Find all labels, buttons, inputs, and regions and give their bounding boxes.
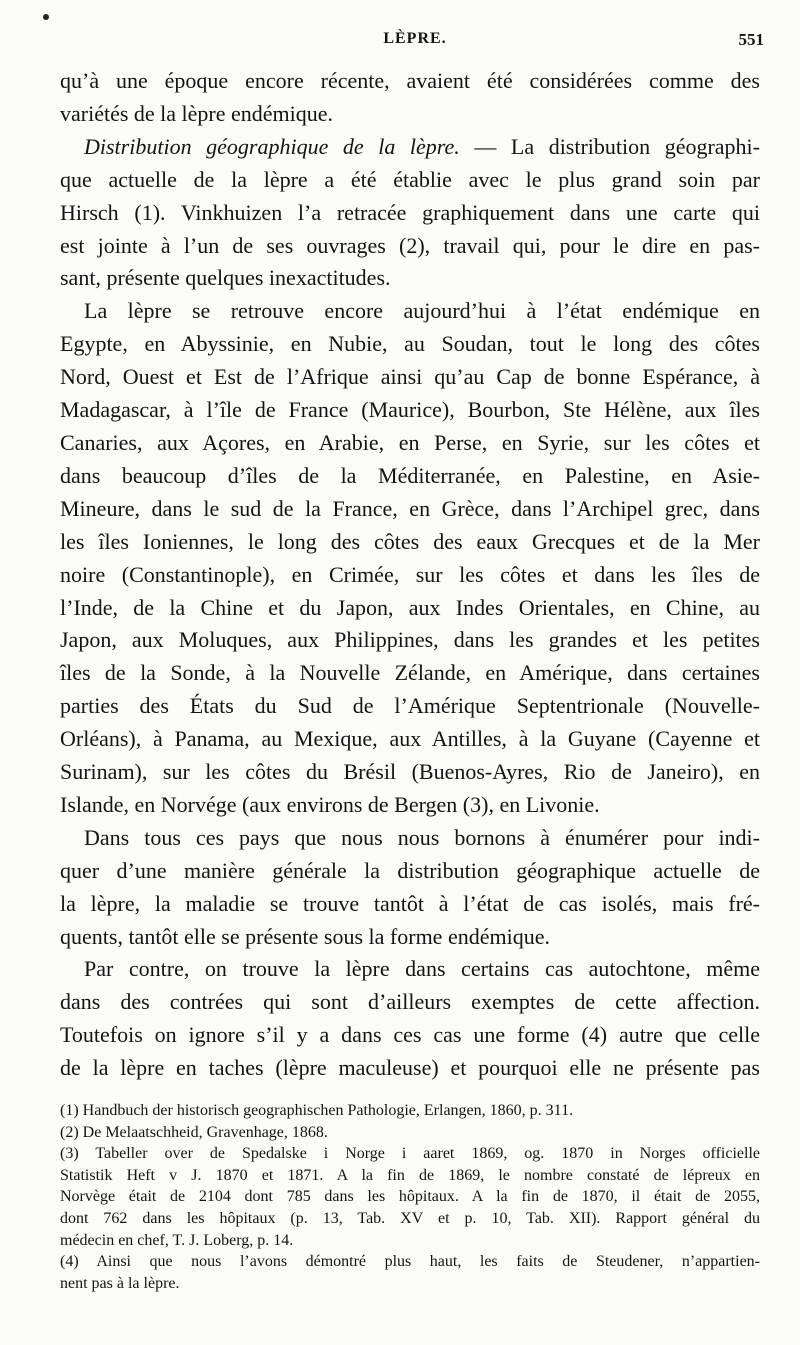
text-line: îles de la Sonde, à la Nouvelle Zélande, en Amérique, dans certaines [60, 660, 760, 686]
text-line: Madagascar, à l’île de France (Maurice), Bourbon, Ste Hélène, aux îles [60, 397, 760, 423]
footnote-line: (1) Handbuch der historisch geographischen Pathologie, Erlangen, 1860, p. 311. [60, 1102, 574, 1119]
text-line: La lèpre se retrouve encore aujourd’hui à l’état endémique en [84, 298, 760, 324]
footnote-line: médecin en chef, T. J. Loberg, p. 14. [60, 1231, 294, 1249]
text-run: — La distribution géographi- [474, 133, 760, 159]
text-line: Surinam), sur les côtes du Brésil (Buenos-Ayres, Rio de Janeiro), en [60, 759, 760, 785]
text-line: Japon, aux Moluques, aux Philippines, dans les grandes et les petites [60, 627, 760, 653]
paragraph [60, 295, 760, 822]
footnote-line: nent pas à la lèpre. [60, 1274, 180, 1292]
running-title: LÈPRE. [383, 30, 447, 47]
text-line: est jointe à l’un de ses ouvrages (2), travail qui, pour le dire en pas- [60, 232, 760, 258]
text-line [60, 131, 760, 164]
paragraph [60, 131, 760, 296]
text-line: que actuelle de la lèpre a été établie avec le plus grand soin par [60, 166, 760, 192]
text-line: dans beaucoup d’îles de la Méditerranée, en Palestine, en Asie- [60, 462, 760, 488]
footnote [60, 1100, 760, 1122]
text-line: les îles Ioniennes, le long des côtes des eaux Grecques et de la Mer [60, 528, 760, 554]
text-line: Orléans), à Panama, au Mexique, aux Antilles, à la Guyane (Cayenne et [60, 726, 760, 752]
footnote [60, 1122, 760, 1144]
text-line: de la lèpre en taches (lèpre maculeuse) et pourquoi elle ne présente pas [60, 1055, 760, 1081]
footnote-line: Statistik Heft v J. 1870 et 1871. A la fin de 1869, le nombre constaté de lépreux en [60, 1166, 760, 1184]
text-line: parties des États du Sud de l’Amérique Septentrionale (Nouvelle- [60, 693, 760, 719]
page-number: 551 [738, 30, 764, 49]
text-line: l’Inde, de la Chine et du Japon, aux Indes Orientales, en Chine, au [60, 594, 760, 620]
ink-dot [43, 14, 49, 20]
text-line: Nord, Ouest et Est de l’Afrique ainsi qu’au Cap de bonne Espérance, à [60, 364, 760, 390]
paragraph [60, 953, 760, 1085]
text-line: Hirsch (1). Vinkhuizen l’a retracée graphiquement dans une carte qui [60, 199, 760, 225]
text-line: Canaries, aux Açores, en Arabie, en Perse, en Syrie, sur les côtes et [60, 429, 760, 455]
text-line: dans des contrées qui sont d’ailleurs exemptes de cette affection. [60, 989, 760, 1015]
text-line: variétés de la lèpre endémique. [60, 100, 334, 126]
footnote-line: (4) Ainsi que nous l’avons démontré plus haut, les faits de Steudener, n’appartien- [60, 1253, 760, 1271]
footnote [60, 1143, 760, 1251]
footnote-line: (2) De Melaatschheid, Gravenhage, 1868. [60, 1123, 328, 1141]
text-line: Par contre, on trouve la lèpre dans certains cas autochtone, même [84, 956, 760, 982]
text-line: sant, présente quelques inexactitudes. [60, 265, 391, 291]
footnotes [60, 1100, 760, 1294]
text-line: Toutefois on ignore s’il y a dans ces cas une forme (4) autre que celle [60, 1022, 760, 1048]
section-heading: Distribution géographique de la lèpre. [84, 133, 460, 159]
footnote-line: dont 762 dans les hôpitaux (p. 13, Tab. XV et p. 10, Tab. XII). Rapport général du [60, 1209, 760, 1227]
text-line: Islande, en Norvége (aux environs de Bergen (3), en Livonie. [60, 791, 600, 817]
text-line: Dans tous ces pays que nous nous bornons à énumérer pour indi- [84, 824, 760, 850]
footnote [60, 1251, 760, 1294]
paragraph [60, 65, 760, 131]
text-line: Egypte, en Abyssinie, en Nubie, au Soudan, tout le long des côtes [60, 331, 760, 357]
text-line: qu’à une époque encore récente, avaient été considérées comme des [60, 68, 760, 93]
footnote-line: (3) Tabeller over de Spedalske i Norge i aaret 1869, og. 1870 in Norges officielle [60, 1145, 760, 1163]
footnote-line: Norvège était de 2104 dont 785 dans les hôpitaux. A la fin de 1870, il était de 2055, [60, 1188, 760, 1206]
paragraph [60, 822, 760, 954]
text-line: quents, tantôt elle se présente sous la forme endémique. [60, 923, 550, 949]
text-line: quer d’une manière générale la distribution géographique actuelle de [60, 857, 760, 883]
body-text [60, 65, 760, 1085]
text-line: la lèpre, la maladie se trouve tantôt à l’état de cas isolés, mais fré- [60, 890, 760, 916]
page-header [66, 30, 764, 58]
text-line: noire (Constantinople), en Crimée, sur les côtes et dans les îles de [60, 561, 760, 587]
text-line: Mineure, dans le sud de la France, en Grèce, dans l’Archipel grec, dans [60, 495, 760, 521]
